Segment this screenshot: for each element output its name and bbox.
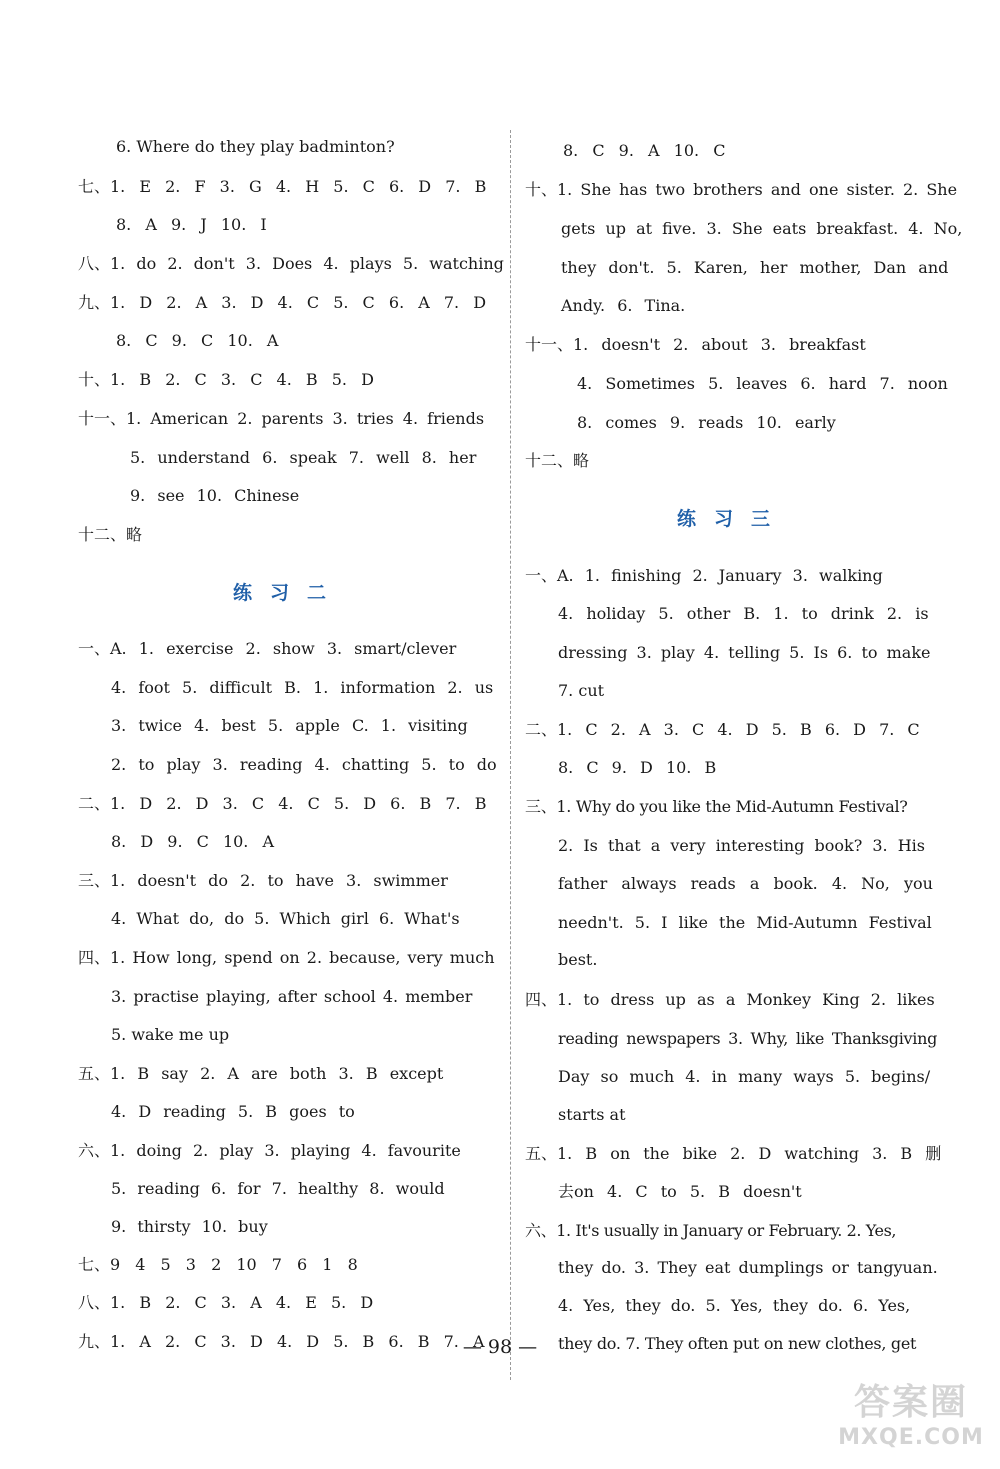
answer-line: 4. D reading 5. B goes to <box>111 1102 355 1121</box>
answer-line: 3. practise playing, after school 4. member <box>111 987 473 1006</box>
answer-line: 十、1. She has two brothers and one sister. 2. She <box>525 180 958 199</box>
answer-line: 十二、略 <box>525 451 590 470</box>
answer-line: 七、9 4 5 3 2 10 7 6 1 8 <box>78 1255 358 1274</box>
answer-line: 2. Is that a very interesting book? 3. His <box>558 836 925 855</box>
answer-line: 8. C 9. C 10. A <box>116 331 279 350</box>
answer-line: they don't. 5. Karen, her mother, Dan and <box>561 258 949 277</box>
answer-line: 去on 4. C to 5. B doesn't <box>558 1182 802 1201</box>
answer-line: 八、1. B 2. C 3. A 4. E 5. D <box>78 1293 374 1312</box>
answer-line: 3. twice 4. best 5. apple C. 1. visiting <box>111 716 468 735</box>
answer-line: 三、1. Why do you like the Mid-Autumn Festival? <box>525 797 908 816</box>
answer-line: 六、1. It's usually in January or February. 2. Yes, <box>525 1221 897 1240</box>
answer-line: Andy. 6. Tina. <box>561 296 686 315</box>
answer-line: 9. see 10. Chinese <box>130 486 300 505</box>
section-title: 练习二 <box>233 582 345 604</box>
answer-line: 十、1. B 2. C 3. C 4. B 5. D <box>78 370 374 389</box>
answer-line: 五、1. B say 2. A are both 3. B except <box>78 1064 444 1083</box>
answer-line: starts at <box>558 1105 626 1124</box>
answer-line: 4. Sometimes 5. leaves 6. hard 7. noon <box>577 374 948 393</box>
answer-line: father always reads a book. 4. No, you <box>558 874 933 893</box>
answer-line: 四、1. to dress up as a Monkey King 2. likes <box>525 990 935 1009</box>
answer-line: 8. D 9. C 10. A <box>111 832 275 851</box>
answer-line: 5. reading 6. for 7. healthy 8. would <box>111 1179 445 1198</box>
answer-line: reading newspapers 3. Why, like Thanksgiving <box>558 1029 938 1048</box>
answer-line: 五、1. B on the bike 2. D watching 3. B 删 <box>525 1144 942 1163</box>
answer-line: 4. holiday 5. other B. 1. to drink 2. is <box>558 604 929 623</box>
answer-line: gets up at five. 3. She eats breakfast. 4. No, <box>561 219 963 238</box>
answer-line: best. <box>558 950 598 969</box>
answer-line: 二、1. D 2. D 3. C 4. C 5. D 6. B 7. B <box>78 794 487 813</box>
answer-line: 9. thirsty 10. buy <box>111 1217 268 1236</box>
answer-line: dressing 3. play 4. telling 5. Is 6. to make <box>558 643 931 662</box>
answer-line: 六、1. doing 2. play 3. playing 4. favourite <box>78 1141 461 1160</box>
answer-line: needn't. 5. I like the Mid-Autumn Festival <box>558 913 932 932</box>
answer-line: 2. to play 3. reading 4. chatting 5. to do <box>111 755 497 774</box>
answer-line: 6. Where do they play badminton? <box>116 137 395 156</box>
section-title: 练习三 <box>677 508 789 530</box>
answer-line: 七、1. E 2. F 3. G 4. H 5. C 6. D 7. B <box>78 177 487 196</box>
answer-line: 4. What do, do 5. Which girl 6. What's <box>111 909 460 928</box>
answer-line: 4. foot 5. difficult B. 1. information 2. us <box>111 678 494 697</box>
watermark-bottom-text: MXQE.COM <box>838 1425 984 1450</box>
answer-line: 二、1. C 2. A 3. C 4. D 5. B 6. D 7. C <box>525 720 920 739</box>
answer-line: 一、A. 1. exercise 2. show 3. smart/clever <box>78 639 457 658</box>
answer-line: 8. C 9. D 10. B <box>558 758 717 777</box>
answer-line: 三、1. doesn't do 2. to have 3. swimmer <box>78 871 448 890</box>
answer-line: 7. cut <box>558 681 605 700</box>
answer-line: 8. C 9. A 10. C <box>563 141 726 160</box>
left-column <box>78 0 528 1469</box>
watermark-top-text: 答案圈 <box>853 1382 968 1423</box>
right-column <box>525 0 975 1469</box>
answer-line: 八、1. do 2. don't 3. Does 4. plays 5. watching <box>78 254 504 273</box>
answer-line: 8. A 9. J 10. I <box>116 215 267 234</box>
answer-line: Day so much 4. in many ways 5. begins/ <box>558 1067 931 1086</box>
answer-line: 5. wake me up <box>111 1025 230 1044</box>
answer-line: 九、1. D 2. A 3. D 4. C 5. C 6. A 7. D <box>78 293 487 312</box>
watermark-logo <box>836 1374 986 1469</box>
answer-line: they do. 3. They eat dumplings or tangyuan. <box>558 1258 938 1277</box>
answer-line: 8. comes 9. reads 10. early <box>577 413 836 432</box>
page-number: — 98 — <box>462 1336 538 1358</box>
answer-line: 九、1. A 2. C 3. D 4. D 5. B 6. B 7. A <box>78 1332 485 1351</box>
answer-line: 一、A. 1. finishing 2. January 3. walking <box>525 566 883 585</box>
answer-line: 十二、略 <box>78 525 143 544</box>
column-divider <box>510 130 511 1380</box>
answer-line: 十一、1. American 2. parents 3. tries 4. friends <box>78 409 485 428</box>
answer-line: 四、1. How long, spend on 2. because, very much <box>78 948 495 967</box>
answer-line: 5. understand 6. speak 7. well 8. her <box>130 448 477 467</box>
answer-line: they do. 7. They often put on new clothes, get <box>558 1334 917 1353</box>
answer-line: 4. Yes, they do. 5. Yes, they do. 6. Yes, <box>558 1296 911 1315</box>
answer-line: 十一、1. doesn't 2. about 3. breakfast <box>525 335 866 354</box>
